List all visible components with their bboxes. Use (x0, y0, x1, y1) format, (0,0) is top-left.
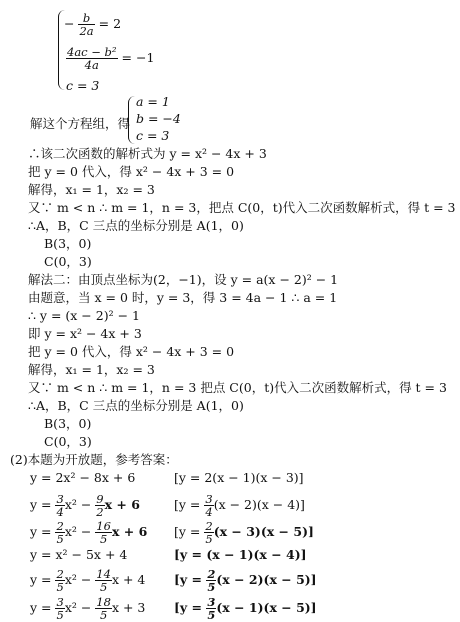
numerator: 3 (56, 595, 64, 609)
expr: y = (30, 572, 56, 587)
method2-line-1: 解法二：由顶点坐标为(2，−1)，设 y = a(x − 2)² − 1 (28, 272, 339, 287)
expr: x² − (64, 497, 96, 512)
expr: (x − 2)(x − 5)] (216, 572, 317, 587)
method2-line-2: 由题意，当 x = 0 时，y = 3，得 3 = 4a − 1 ∴ a = 1 (28, 290, 338, 305)
solve-b: b = −4 (136, 111, 181, 126)
method2-point-c: C(0，3) (44, 434, 92, 449)
denominator: 5 (56, 608, 64, 622)
expr: x + 3 (111, 600, 146, 615)
solve-prefix: 解这个方程组，得 (30, 116, 131, 131)
method2-line-5: 把 y = 0 代入，得 x² − 4x + 3 = 0 (28, 344, 235, 359)
expr: y = x² − 5x + 4 (30, 547, 128, 562)
denominator: 5 (56, 532, 64, 546)
answer-5-right (174, 568, 317, 593)
solve-c: c = 3 (136, 128, 170, 143)
numerator: 4ac − b² (67, 45, 117, 59)
method2-line-3: ∴ y = (x − 2)² − 1 (28, 308, 140, 323)
system-brace-2 (128, 96, 135, 144)
fraction (206, 568, 216, 593)
method1-line-3: 解得，x₁ = 1，x₂ = 3 (28, 182, 155, 197)
expr: (x − 2)(x − 4)] (213, 497, 305, 512)
method2-point-b: B(3，0) (44, 416, 92, 431)
answer-3-left (30, 520, 147, 545)
fraction (55, 520, 64, 545)
minus-sign: − (64, 16, 75, 31)
answer-6-left (30, 596, 145, 621)
fraction (66, 46, 118, 71)
system1-eq3: c = 3 (66, 78, 100, 93)
expr: y = 2x² − 8x + 6 (30, 470, 136, 485)
method1-line-2: 把 y = 0 代入，得 x² − 4x + 3 = 0 (28, 164, 235, 179)
expr: x² − (64, 524, 96, 539)
solve-a: a = 1 (136, 94, 170, 109)
expr: x² − (64, 600, 96, 615)
numerator: 9 (96, 492, 104, 506)
system1-eq2 (66, 46, 154, 71)
denominator: 5 (205, 532, 213, 546)
part2-title: (2)本题为开放题，参考答案： (10, 452, 178, 467)
answer-2-left (30, 493, 140, 518)
expr: [y = (174, 497, 205, 512)
denominator: 5 (207, 580, 216, 594)
method2-line-6: 解得，x₁ = 1，x₂ = 3 (28, 362, 155, 377)
expr: y = (30, 524, 56, 539)
fraction (95, 568, 112, 593)
denominator: 4a (84, 58, 99, 72)
expr: (x − 3)(x − 5)] (213, 524, 314, 539)
numerator: 2 (56, 567, 64, 581)
denominator: 5 (56, 580, 64, 594)
rhs: = −1 (121, 50, 155, 65)
expr: x + 4 (111, 572, 146, 587)
fraction (204, 520, 213, 545)
denominator: 5 (99, 608, 108, 622)
fraction (55, 568, 64, 593)
denominator: 2 (96, 505, 104, 519)
fraction (55, 596, 64, 621)
answer-3-right (174, 520, 314, 545)
numerator: 2 (205, 519, 213, 533)
numerator: 2 (207, 567, 216, 581)
numerator: 2 (56, 519, 64, 533)
fraction (95, 596, 112, 621)
answer-1-right: [y = 2(x − 1)(x − 3)] (174, 470, 304, 485)
fraction (206, 596, 216, 621)
numerator: 18 (96, 595, 111, 609)
rhs: = 2 (98, 16, 122, 31)
denominator: 5 (99, 532, 108, 546)
expr: [y = (174, 524, 205, 539)
denominator: 2a (79, 24, 94, 38)
numerator: 3 (207, 595, 216, 609)
denominator: 4 (205, 505, 213, 519)
fraction (78, 12, 94, 37)
answer-4-left (30, 547, 127, 563)
numerator: 16 (96, 519, 111, 533)
expr: y = (30, 600, 56, 615)
answer-6-right (174, 596, 317, 621)
answer-1-left (30, 470, 135, 486)
method1-line-5: ∴A，B，C 三点的坐标分别是 A(1，0) (28, 218, 244, 233)
denominator: 5 (99, 580, 108, 594)
expr: y = (30, 497, 56, 512)
expr: [y = (174, 600, 207, 615)
denominator: 4 (56, 505, 64, 519)
numerator: 14 (96, 567, 111, 581)
method2-line-8: ∴A，B，C 三点的坐标分别是 A(1，0) (28, 398, 244, 413)
method2-line-7: 又∵ m < n ∴ m = 1，n = 3 把点 C(0，t)代入二次函数解析式，得 t = 3 (28, 380, 447, 395)
answer-4-right: [y = (x − 1)(x − 4)] (174, 547, 307, 562)
system1-eq1 (64, 12, 121, 37)
method1-point-b: B(3，0) (44, 236, 92, 251)
method1-point-c: C(0，3) (44, 254, 92, 269)
answer-2-right (174, 493, 305, 518)
denominator: 5 (207, 608, 216, 622)
method2-line-4: 即 y = x² − 4x + 3 (28, 326, 142, 341)
fraction (204, 493, 213, 518)
fraction (95, 493, 104, 518)
answer-5-left (30, 568, 145, 593)
numerator: 3 (205, 492, 213, 506)
expr: (x − 1)(x − 5)] (216, 600, 317, 615)
fraction (55, 493, 64, 518)
expr: x² − (64, 572, 96, 587)
numerator: b (78, 12, 94, 25)
expr: [y = (174, 572, 207, 587)
expr: x + 6 (111, 524, 148, 539)
method1-line-4: 又∵ m < n ∴ m = 1，n = 3，把点 C(0，t)代入二次函数解析式，得 t = 3 (28, 200, 456, 215)
numerator: 3 (56, 492, 64, 506)
method1-line-1: ∴该二次函数的解析式为 y = x² − 4x + 3 (28, 146, 267, 161)
fraction (95, 520, 112, 545)
expr: x + 6 (104, 497, 140, 512)
